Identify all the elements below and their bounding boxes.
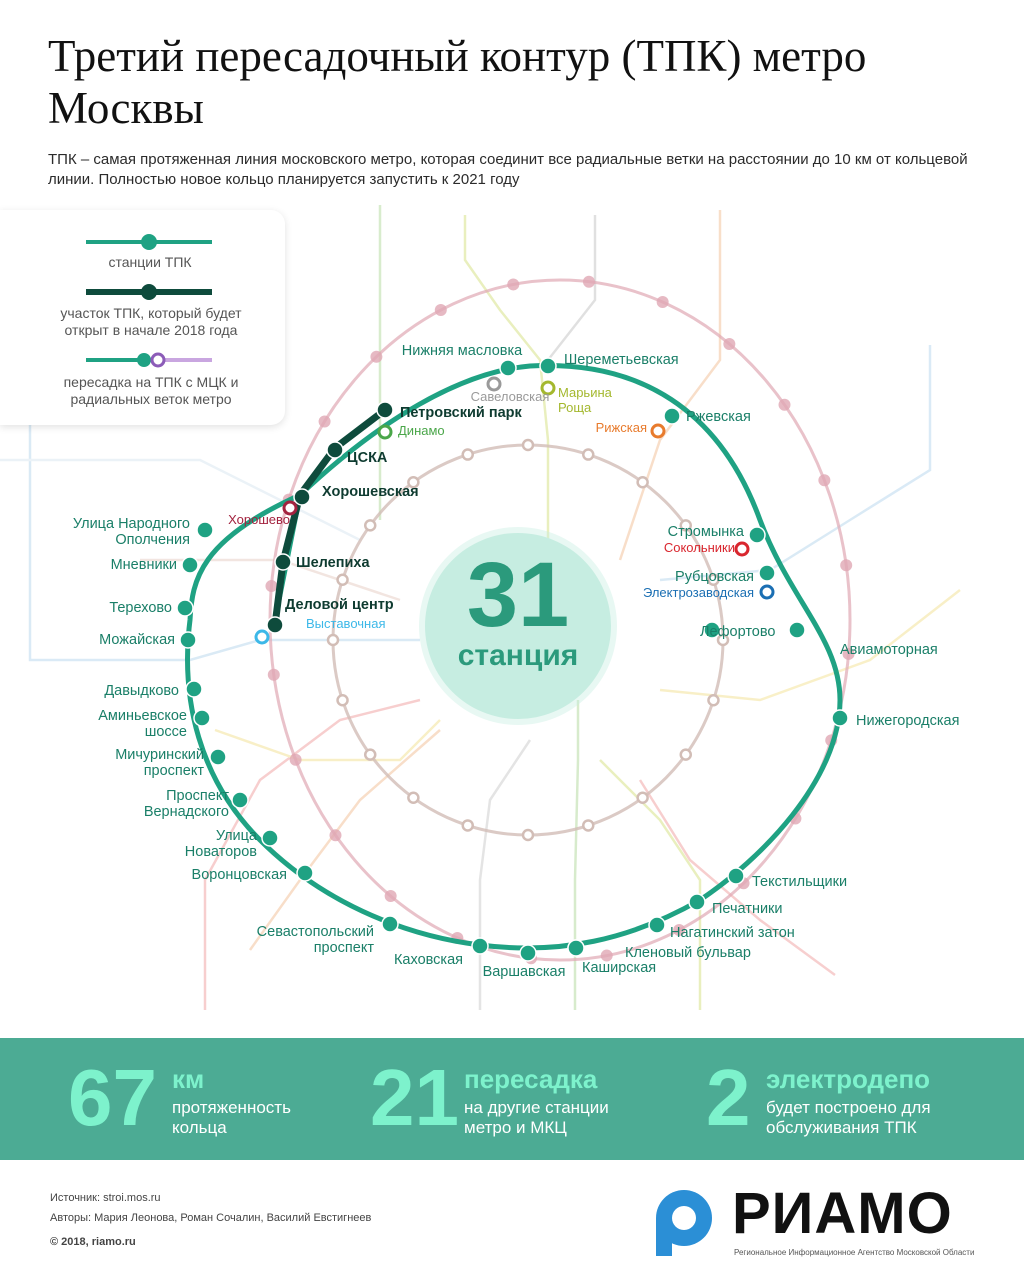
ring-station-dot [328, 635, 338, 645]
tpk-station-dot [294, 489, 310, 505]
stat-transfers-head: пересадка [464, 1064, 598, 1094]
riamo-logo-text: РИАМО [732, 1181, 953, 1246]
tpk-station-dot [377, 402, 393, 418]
tpk-station-label: Каховская [393, 952, 463, 968]
tpk-station-dot [540, 358, 556, 374]
ring-station-dot [365, 520, 375, 530]
tpk-station-dot [728, 868, 744, 884]
tpk-station-dot [275, 554, 291, 570]
label-line: Роща [558, 400, 592, 415]
legend-station-sample [86, 232, 212, 252]
legend-transfer-sample [86, 350, 212, 370]
mcc-station-dot [657, 296, 669, 308]
transfer-station-label: Сокольники [663, 540, 735, 555]
tpk-station-dot [382, 916, 398, 932]
tpk-station-dot [194, 710, 210, 726]
transfer-station-label [558, 385, 613, 415]
label-line: Улица [215, 828, 257, 844]
ring-station-dot [681, 750, 691, 760]
tpk-station-label: Хорошевская [322, 484, 419, 500]
tpk-station-dot [182, 557, 198, 573]
tpk-station-label: Кленовый бульвар [625, 945, 751, 961]
label-line: шоссе [144, 724, 187, 740]
bg-line [575, 700, 578, 1010]
mcc-station-dot [583, 276, 595, 288]
mcc-station-dot [840, 559, 852, 571]
legend-transfer-label: пересадка на ТПК с МЦК и радиальных веток метро [63, 374, 239, 407]
tpk-station-label: Текстильщики [752, 874, 848, 890]
tpk-station-label: Воронцовская [191, 867, 287, 883]
transfer-station-label: Рижская [595, 420, 647, 435]
label-line: Новаторов [184, 844, 257, 860]
mcc-station-dot [290, 754, 302, 766]
label-line: Аминьевское [98, 708, 187, 724]
mcc-station-dot [779, 399, 791, 411]
transfer-station-dot [761, 586, 773, 598]
mcc-station-dot [268, 669, 280, 681]
transfer-station-label: Выставочная [306, 616, 386, 631]
riamo-logo-tagline: Региональное Информационное Агентство Московской Области [734, 1248, 975, 1257]
tpk-open-section [275, 410, 385, 625]
tpk-station-label: Печатники [712, 901, 783, 917]
stats-band [0, 1038, 1024, 1160]
ring-station-dot [583, 820, 593, 830]
tpk-station-label: Деловой центр [285, 597, 394, 613]
tpk-station-label: Рубцовская [675, 569, 754, 585]
station-count-label: станция [457, 639, 579, 672]
ring-station-dot [338, 575, 348, 585]
label-line: проспект [313, 940, 374, 956]
tpk-station-label: Авиамоторная [840, 642, 938, 658]
footer-copyright: © 2018, riamo.ru [50, 1236, 136, 1248]
tpk-station-dot [197, 522, 213, 538]
footer-authors: Авторы: Мария Леонова, Роман Сочалин, Василий Евстигнеев [50, 1212, 372, 1224]
legend-open-sample [86, 282, 212, 302]
label-line: Ополчения [115, 532, 190, 548]
page-subtitle: ТПК – самая протяженная линия московского метро, которая соединит все радиальные ветки на расстоянии до 10 км от кольцевой линии. Полностью новое кольцо планируется запустить к 2021 году [48, 151, 968, 188]
tpk-station-dot [832, 710, 848, 726]
tpk-station-dot [689, 894, 705, 910]
tpk-station-label [144, 788, 230, 820]
tpk-station-label: Мневники [110, 557, 177, 573]
ring-station-dot [365, 750, 375, 760]
tpk-station-dot [500, 360, 516, 376]
label-line: Улица Народного [72, 516, 190, 532]
tpk-station-dot [210, 749, 226, 765]
tpk-station-label: Стромынка [667, 524, 744, 540]
mcc-station-dot [818, 474, 830, 486]
transfer-station-label: Савеловская [470, 389, 550, 404]
ring-station-dot [523, 830, 533, 840]
tpk-station-dot [759, 565, 775, 581]
legend [0, 210, 285, 425]
mcc-station-dot [723, 338, 735, 350]
mcc-station-dot [385, 890, 397, 902]
tpk-station-label [98, 708, 187, 740]
ring-station-dot [708, 695, 718, 705]
stat-transfers-value: 21 [370, 1053, 459, 1142]
transfer-station-label: Хорошево [228, 512, 290, 527]
station-count-badge [425, 533, 611, 719]
mcc-station-dot [265, 580, 277, 592]
legend-stations-label: станции ТПК [108, 254, 192, 270]
station-count-number: 31 [466, 544, 570, 646]
tpk-station-label: ЦСКА [347, 450, 388, 466]
tpk-station-dot [789, 622, 805, 638]
label-line: Марьина [558, 385, 612, 400]
ring-station-dot [638, 793, 648, 803]
tpk-station-label: Шереметьевская [564, 352, 679, 368]
tpk-station-label: Нижегородская [856, 713, 960, 729]
transfer-station-dot [379, 426, 391, 438]
transfer-station-label: Электрозаводская [642, 585, 754, 600]
tpk-station-label: Варшавская [482, 964, 566, 980]
tpk-station-label: Давыдково [104, 683, 179, 699]
tpk-station-dot [232, 792, 248, 808]
tpk-station-label: Нижняя масловка [401, 343, 523, 359]
stat-depots-desc: будет построено для обслуживания ТПК [766, 1098, 931, 1137]
ring-station-dot [523, 440, 533, 450]
transfer-station-dot [736, 543, 748, 555]
tpk-station-label: Можайская [99, 632, 175, 648]
mcc-station-dot [507, 278, 519, 290]
tpk-station-dot [180, 632, 196, 648]
tpk-station-label: Терехово [109, 600, 172, 616]
page-title: Третий пересадочный контур (ТПК) метро Москвы [48, 31, 867, 133]
tpk-station-dot [262, 830, 278, 846]
tpk-station-dot [664, 408, 680, 424]
tpk-station-dot [520, 945, 536, 961]
label-line: Проспект [166, 788, 229, 804]
mcc-station-dot [319, 415, 331, 427]
tpk-station-dot [297, 865, 313, 881]
tpk-station-label [115, 747, 204, 779]
stat-length-desc: протяженность кольца [172, 1098, 291, 1137]
footer-source: Источник: stroi.mos.ru [50, 1192, 161, 1204]
ring-station-dot [408, 793, 418, 803]
stat-length-value: 67 [68, 1053, 157, 1142]
label-line: Мичуринский [115, 747, 204, 763]
stat-depots-value: 2 [706, 1053, 751, 1142]
tpk-station-dot [568, 940, 584, 956]
tpk-station-label [185, 828, 258, 860]
tpk-station-dot [186, 681, 202, 697]
tpk-station-dot [177, 600, 193, 616]
label-line: Севастопольский [256, 924, 374, 940]
transfer-station-dot [256, 631, 268, 643]
bg-line [215, 720, 440, 760]
tpk-station-label [73, 516, 190, 548]
mcc-station-dot [370, 351, 382, 363]
tpk-station-dot [649, 917, 665, 933]
stat-depots-head: электродепо [766, 1064, 931, 1094]
tpk-station-dot [749, 527, 765, 543]
tpk-station-dot [472, 938, 488, 954]
ring-station-dot [338, 695, 348, 705]
tpk-station-label: Лефортово [700, 624, 776, 640]
label-line: Вернадского [143, 804, 229, 820]
stat-transfers-desc: на другие станции метро и МКЦ [464, 1098, 609, 1137]
tpk-station-label: Петровский парк [400, 405, 522, 421]
ring-station-dot [583, 450, 593, 460]
tpk-station-dot [327, 442, 343, 458]
tpk-station-dot [267, 617, 283, 633]
ring-station-dot [463, 450, 473, 460]
tpk-station-label: Ржевская [686, 409, 751, 425]
mcc-station-dot [329, 829, 341, 841]
label-line: проспект [143, 763, 204, 779]
tpk-station-label: Каширская [582, 960, 657, 976]
mcc-station-dot [435, 304, 447, 316]
riamo-logo-icon [648, 1186, 718, 1258]
tpk-station-label [257, 924, 375, 956]
transfer-station-label: Динамо [398, 423, 445, 438]
tpk-station-label: Шелепиха [296, 555, 370, 571]
ring-station-dot [638, 477, 648, 487]
stat-length-head: км [172, 1064, 205, 1094]
transfer-station-dot [652, 425, 664, 437]
ring-station-dot [463, 820, 473, 830]
tpk-station-label: Нагатинский затон [670, 925, 795, 941]
legend-open-label: участок ТПК, который будет открыт в начале 2018 года [60, 305, 242, 338]
